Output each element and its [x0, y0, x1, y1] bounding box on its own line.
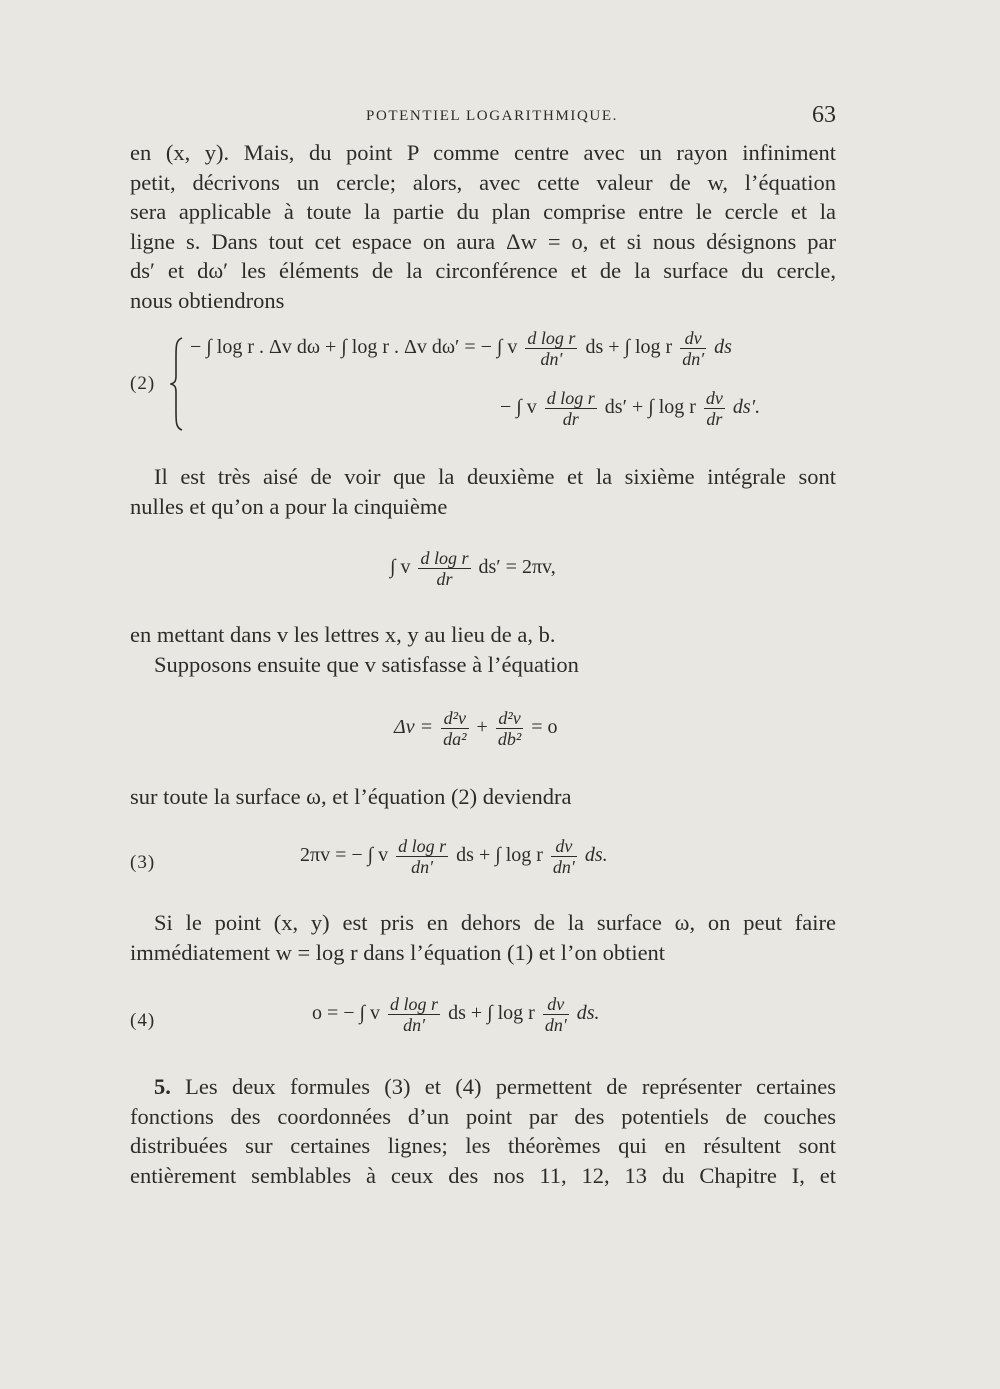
- text-line: [130, 1072, 836, 1102]
- fraction-numerator: dv: [547, 994, 565, 1014]
- fraction-denominator: dn′: [525, 348, 577, 369]
- eq-term: ds.: [576, 1002, 600, 1025]
- fraction-denominator: dr: [418, 568, 470, 589]
- equation-2-row-1: [190, 328, 732, 369]
- fraction: [418, 548, 470, 589]
- fraction: [543, 994, 569, 1035]
- text-line: fonctions des coordonnées d’un point par des potentiels de couches: [130, 1103, 836, 1129]
- eq-term: ds + ∫ log r: [585, 336, 673, 359]
- text-line: Si le point (x, y) est pris en dehors de la surface ω, on peut faire: [154, 910, 836, 935]
- fraction-numerator: d log r: [420, 548, 469, 568]
- fraction-denominator: db²: [497, 729, 522, 749]
- fraction-numerator: d log r: [527, 328, 576, 348]
- eq-term: − ∫ v: [500, 396, 537, 419]
- eq-term: − ∫ log r . Δv dω + ∫ log r . Δv dω′ = − ∫ v: [190, 336, 518, 359]
- fraction: [388, 994, 440, 1035]
- fraction: [525, 328, 577, 369]
- text-line: petit, décrivons un cercle; alors, avec cette valeur de w, l’équation: [130, 169, 836, 195]
- text-line: immédiatement w = log r dans l’équation (1) et l’on obtient: [130, 939, 666, 965]
- paragraph: [130, 620, 836, 679]
- fraction: [441, 708, 468, 749]
- eq-term: +: [476, 716, 488, 739]
- left-brace-icon: [170, 336, 186, 432]
- eq-term: ds.: [584, 844, 608, 867]
- eq-term: ds: [714, 336, 732, 359]
- fraction-denominator: dn′: [388, 1014, 440, 1035]
- fraction-numerator: d²v: [443, 708, 467, 728]
- paragraph: [130, 908, 836, 967]
- eq-term: ds + ∫ log r: [448, 1002, 535, 1025]
- fraction: [496, 708, 523, 749]
- eq-term: 2πv = − ∫ v: [300, 844, 389, 867]
- page-header: [130, 102, 838, 132]
- equation-number-4: (4): [130, 1010, 156, 1031]
- fraction-numerator: d²v: [498, 708, 521, 728]
- fraction-numerator: d log r: [546, 388, 595, 408]
- text-line: entièrement semblables à ceux des nos 11, 12, 13 du Chapitre I, et: [130, 1162, 836, 1188]
- text-line: en (x, y). Mais, du point P comme centre avec un rayon infiniment: [130, 140, 836, 165]
- fraction-denominator: dn′: [396, 856, 448, 877]
- fraction: [545, 388, 597, 429]
- fraction: [680, 328, 706, 369]
- eq-term: o = − ∫ v: [312, 1002, 381, 1025]
- text-line: nous obtiendrons: [130, 287, 285, 313]
- text-line: nulles et qu’on a pour la cinquième: [130, 493, 448, 519]
- text-line: Il est très aisé de voir que la deuxième et la sixième intégrale sont: [154, 464, 836, 489]
- fraction-numerator: d log r: [398, 836, 447, 856]
- equation-cinquieme: [390, 548, 556, 589]
- fraction: [704, 388, 725, 429]
- text-line: Supposons ensuite que v satisfasse à l’équation: [154, 651, 579, 677]
- equation-number-2: (2): [130, 373, 156, 394]
- fraction-numerator: dv: [705, 388, 723, 408]
- paragraph: [130, 462, 836, 521]
- paragraph-continuation: [130, 138, 836, 315]
- eq-term: ds′ = 2πv,: [478, 556, 556, 579]
- paragraph-section-5: [130, 1072, 836, 1190]
- fraction-denominator: dr: [704, 408, 725, 429]
- equation-2-row-2: [500, 388, 760, 429]
- fraction: [396, 836, 448, 877]
- equation-laplace: [394, 708, 558, 749]
- fraction-numerator: dv: [555, 836, 573, 856]
- eq-term: Δv =: [394, 716, 434, 739]
- fraction-denominator: dn′: [552, 857, 575, 877]
- fraction-denominator: dn′: [682, 349, 705, 369]
- page-number: 63: [812, 102, 836, 128]
- fraction-numerator: d log r: [390, 994, 439, 1014]
- paragraph: [130, 782, 836, 812]
- equation-4: [312, 994, 600, 1035]
- eq-term: ∫ v: [390, 556, 411, 579]
- eq-term: ds′.: [732, 396, 761, 419]
- text-line: sur toute la surface ω, et l’équation (2) deviendra: [130, 784, 572, 809]
- fraction-denominator: dn′: [544, 1015, 567, 1035]
- equation-3: [300, 836, 608, 877]
- text-line: distribuées sur certaines lignes; les théorèmes qui en résultent sont: [130, 1133, 836, 1158]
- fraction-denominator: dr: [545, 408, 597, 429]
- fraction-numerator: dv: [684, 328, 702, 348]
- text-line: en mettant dans v les lettres x, y au lieu de a, b.: [130, 622, 556, 647]
- text-line: ligne s. Dans tout cet espace on aura Δw = o, et si nous désignons par: [130, 228, 836, 254]
- section-number: 5.: [154, 1074, 171, 1099]
- fraction: [551, 836, 577, 877]
- text-line: ds′ et dω′ les éléments de la circonférence et de la surface du cercle,: [130, 258, 836, 283]
- running-title: POTENTIEL LOGARITHMIQUE.: [366, 108, 618, 124]
- fraction-denominator: da²: [443, 729, 467, 749]
- text-line: sera applicable à toute la partie du plan comprise entre le cercle et la: [130, 199, 836, 224]
- equation-number-3: (3): [130, 852, 156, 873]
- text-line-content: Les deux formules (3) et (4) permettent de représenter certaines: [185, 1074, 836, 1099]
- eq-term: ds + ∫ log r: [456, 844, 543, 867]
- eq-term: = o: [531, 716, 558, 739]
- eq-term: ds′ + ∫ log r: [604, 396, 696, 419]
